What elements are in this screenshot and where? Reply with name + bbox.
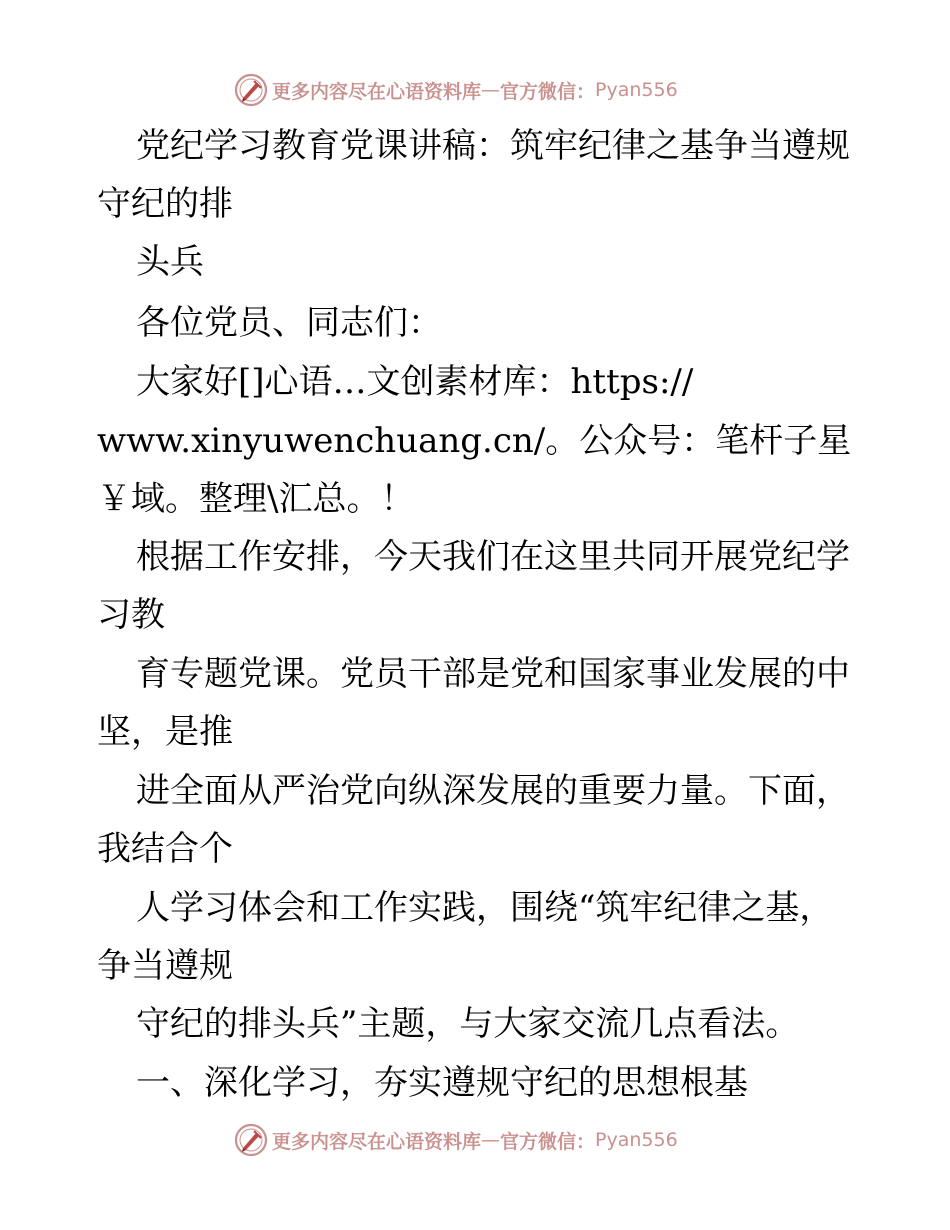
document-line: 我结合个 — [97, 829, 233, 869]
watermark-dash: — — [481, 79, 501, 101]
watermark-wechat-id: Pyan556 — [595, 1129, 678, 1151]
document-line: 习教 — [97, 595, 165, 635]
document-title-line-1: 党纪学习教育党课讲稿：筑牢纪律之基争当遵规 — [136, 126, 850, 166]
document-line: 争当遵规 — [97, 946, 233, 986]
watermark-footer — [234, 1122, 678, 1158]
document-line: 人学习体会和工作实践，围绕“筑牢纪律之基， — [136, 888, 834, 928]
watermark-header — [234, 72, 678, 108]
watermark-site-text: 更多内容尽在心语资料库 — [272, 1130, 482, 1153]
document-title-line-3: 头兵 — [136, 242, 204, 282]
document-line: 守纪的排头兵”主题，与大家交流几点看法。 — [136, 1004, 800, 1044]
document-line: 坚，是推 — [97, 712, 233, 752]
document-line: 进全面从严治党向纵深发展的重要力量。下面， — [136, 771, 850, 811]
document-salutation: 各位党员、同志们： — [136, 303, 442, 343]
document-line: 育专题党课。党员干部是党和国家事业发展的中 — [136, 654, 850, 694]
section-heading-1: 一、深化学习，夯实遵规守纪的思想根基 — [136, 1063, 748, 1103]
document-line: 根据工作安排，今天我们在这里共同开展党纪学 — [136, 537, 850, 577]
watermark-wechat-label: 官方微信： — [500, 1130, 596, 1153]
pen-logo-icon — [234, 73, 268, 107]
document-line: 大家好[]心语…文创素材库：https:// — [136, 362, 694, 402]
watermark-dash: — — [481, 1129, 501, 1151]
document-title-line-2: 守纪的排 — [97, 184, 233, 224]
watermark-site-text: 更多内容尽在心语资料库 — [272, 80, 482, 103]
pen-logo-icon — [234, 1123, 268, 1157]
document-line: ￥域。整理\汇总。！ — [97, 479, 415, 519]
watermark-wechat-label: 官方微信： — [500, 80, 596, 103]
document-line: www.xinyuwenchuang.cn/。公众号：笔杆子星 — [97, 421, 852, 461]
watermark-wechat-id: Pyan556 — [595, 79, 678, 101]
